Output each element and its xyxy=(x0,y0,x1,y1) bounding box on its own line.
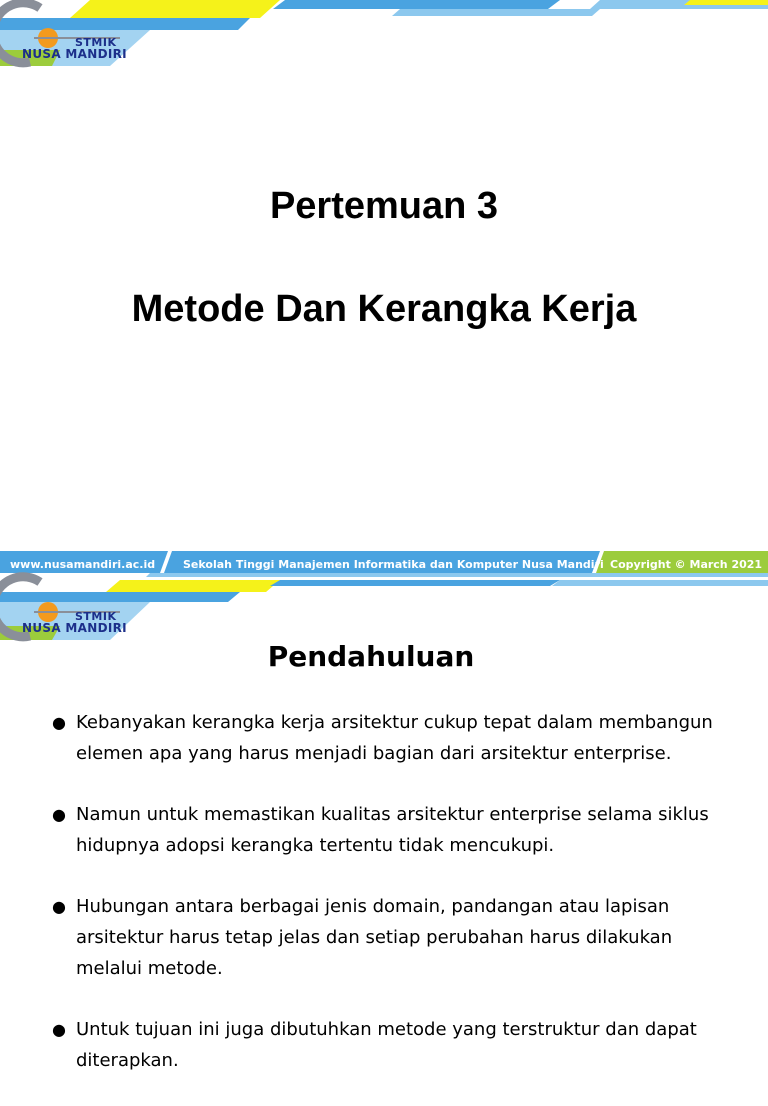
bullet-item xyxy=(52,707,732,769)
bullet-text: Namun untuk memastikan kualitas arsitektur enterprise selama siklus hidupnya adopsi kerangka tertentu tidak mencukupi. xyxy=(76,804,709,856)
stmik-logo xyxy=(0,574,150,644)
bullet-text: Hubungan antara berbagai jenis domain, pandangan atau lapisan arsitektur harus tetap jelas dan setiap perubahan harus dilakukan melalui metode. xyxy=(76,896,673,979)
content-slide xyxy=(0,580,768,1071)
section-heading: Pendahuluan xyxy=(267,640,475,673)
bullet-item xyxy=(52,799,732,861)
bullet-text: Kebanyakan kerangka kerja arsitektur cukup tepat dalam membangun elemen apa yang harus menjadi bagian dari arsitektur enterprise. xyxy=(76,712,713,764)
bullet-text: Untuk tujuan ini juga dibutuhkan metode yang terstruktur dan dapat diterapkan. xyxy=(76,1019,697,1071)
slide-title: Pertemuan 3 xyxy=(269,185,499,227)
footer-copyright: Copyright © March 2021 xyxy=(610,558,763,571)
stmik-logo xyxy=(0,0,150,70)
logo-text-nusa-mandiri: NUSA MANDIRI xyxy=(22,621,127,635)
bullet-dot-icon: ● xyxy=(52,805,66,824)
footer-website: www.nusamandiri.ac.id xyxy=(10,558,156,571)
bullet-dot-icon: ● xyxy=(52,1020,66,1039)
logo-text-stmik: STMIK xyxy=(75,610,117,623)
bullet-dot-icon: ● xyxy=(52,897,66,916)
bullet-item xyxy=(52,891,732,984)
logo-text-stmik: STMIK xyxy=(75,36,117,49)
bullet-dot-icon: ● xyxy=(52,713,66,732)
bullet-list xyxy=(52,707,732,1106)
logo-text-nusa-mandiri: NUSA MANDIRI xyxy=(22,47,127,61)
footer-institution: Sekolah Tinggi Manajemen Informatika dan Komputer Nusa Mandiri xyxy=(183,558,604,571)
bullet-item xyxy=(52,1014,732,1076)
slide-subtitle: Metode Dan Kerangka Kerja xyxy=(131,288,637,330)
